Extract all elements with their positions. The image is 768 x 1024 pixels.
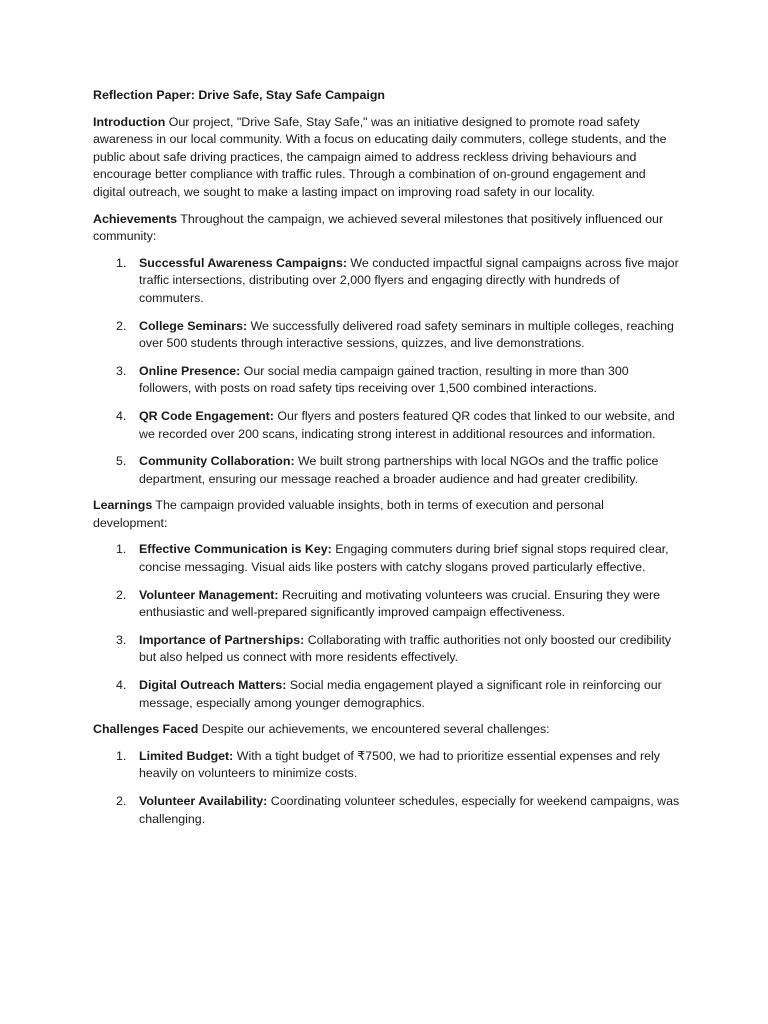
learnings-heading: Learnings <box>93 498 153 513</box>
list-number: 2. <box>116 587 127 602</box>
list-item-term: Importance of Partnerships: <box>139 632 305 647</box>
challenges-text: Despite our achievements, we encountered several challenges: <box>198 722 550 737</box>
list-item-text: We successfully delivered road safety seminars in multiple colleges, reaching over 500 students through interactive sessions, quizzes, and live demonstrations. <box>139 318 674 351</box>
list-item <box>93 363 680 398</box>
list-item-text: We conducted impactful signal campaigns across five major traffic intersections, distributing over 2,000 flyers and engaging directly with hundreds of commuters. <box>139 255 679 305</box>
list-item-text: Coordinating volunteer schedules, especially for weekend campaigns, was challenging. <box>139 794 680 826</box>
list-item <box>93 748 680 783</box>
list-number: 2. <box>116 318 127 333</box>
list-item <box>93 453 680 488</box>
learnings-list <box>93 541 680 712</box>
list-number: 4. <box>116 678 127 693</box>
achievements-paragraph <box>93 211 680 246</box>
list-number: 5. <box>116 454 127 469</box>
list-item-term: Volunteer Availability: <box>139 794 268 808</box>
achievements-list <box>93 255 680 489</box>
intro-paragraph <box>93 114 680 202</box>
learnings-text: The campaign provided valuable insights, both in terms of execution and personal development: <box>93 498 604 530</box>
list-item-text: We built strong partnerships with local NGOs and the traffic police department, ensuring our message reached a broader audience and had greater credibility. <box>139 454 659 486</box>
achievements-text: Throughout the campaign, we achieved several milestones that positively influenced our community: <box>93 211 664 244</box>
challenges-paragraph <box>93 721 680 739</box>
list-number: 3. <box>116 632 127 647</box>
list-item-text: Engaging commuters during brief signal stops required clear, concise messaging. Visual aids like posters with catchy slogans proved particularly effective. <box>139 542 669 575</box>
achievements-heading: Achievements <box>93 211 178 226</box>
list-item-term: Online Presence: <box>139 363 241 378</box>
list-item <box>93 587 680 622</box>
challenges-list <box>93 748 680 828</box>
list-number: 1. <box>116 255 127 270</box>
challenges-heading: Challenges Faced <box>93 722 199 737</box>
list-item-term: QR Code Engagement: <box>139 408 274 423</box>
list-item-text: Recruiting and motivating volunteers was crucial. Ensuring they were enthusiastic and well-prepared significantly improved campaign effectiveness. <box>139 587 661 620</box>
document-title: Reflection Paper: Drive Safe, Stay Safe Campaign <box>93 88 385 102</box>
list-item <box>93 632 680 667</box>
list-number: 2. <box>116 794 127 808</box>
list-item-term: Limited Budget: <box>139 748 234 763</box>
list-item-term: College Seminars: <box>139 318 248 333</box>
list-item <box>93 677 680 712</box>
list-item-term: Successful Awareness Campaigns: <box>139 255 347 270</box>
list-item-text: With a tight budget of ₹7500, we had to prioritize essential expenses and rely heavily on volunteers to minimize costs. <box>139 748 660 781</box>
list-item <box>93 793 680 828</box>
list-item-text: Collaborating with traffic authorities not only boosted our credibility but also helped us connect with more residents effectively. <box>139 632 672 665</box>
list-item-text: Our flyers and posters featured QR codes that linked to our website, and we recorded over 200 scans, indicating strong interest in additional resources and information. <box>139 408 675 441</box>
list-item <box>93 255 680 308</box>
learnings-paragraph <box>93 497 680 532</box>
list-number: 1. <box>116 542 127 557</box>
list-item <box>93 318 680 353</box>
list-item-text: Social media engagement played a significant role in reinforcing our message, especially among younger demographics. <box>139 678 662 710</box>
list-number: 1. <box>116 748 127 763</box>
list-number: 4. <box>116 408 127 423</box>
list-number: 3. <box>116 363 127 378</box>
list-item-text: Our social media campaign gained traction, resulting in more than 300 followers, with posts on road safety tips receiving over 1,500 combined interactions. <box>139 363 629 396</box>
list-item-term: Effective Communication is Key: <box>139 542 332 557</box>
list-item <box>93 408 680 443</box>
list-item <box>93 541 680 576</box>
list-item-term: Community Collaboration: <box>139 454 295 469</box>
intro-text: Our project, "Drive Safe, Stay Safe," was an initiative designed to promote road safety awareness in our local community. With a focus on educating daily commuters, college students, and the public about safe driving practices, the campaign aimed to address reckless driving behaviours and encourage better compliance with traffic rules. Through a combination of on-ground engagement and digital outreach, we sought to make a lasting impact on improving road safety in our locality. <box>93 114 667 199</box>
list-item-term: Volunteer Management: <box>139 587 279 602</box>
intro-heading: Introduction <box>93 114 166 129</box>
list-item-term: Digital Outreach Matters: <box>139 678 287 693</box>
